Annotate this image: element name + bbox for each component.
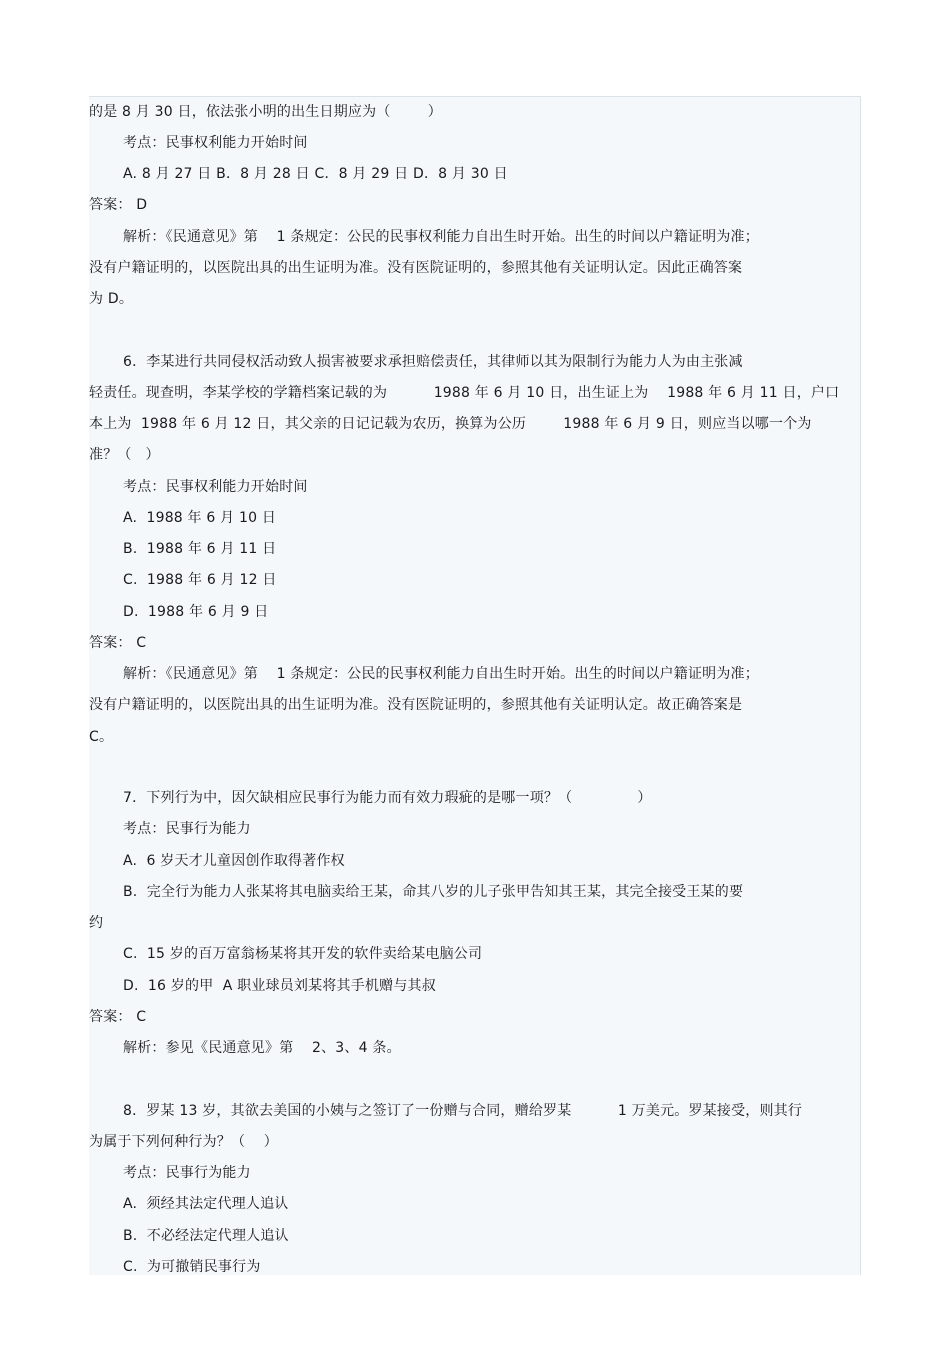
text-line: 为 D。 (89, 291, 134, 307)
option-line: C. 1988 年 6 月 12 日 (123, 572, 277, 588)
option-line: B. 1988 年 6 月 11 日 (123, 541, 277, 557)
text-line: 考点：民事行为能力 (123, 821, 251, 837)
text-line: 解析：《民通意见》第 1 条规定：公民的民事权利能力自出生时开始。出生的时间以户籍证明为准； (123, 666, 759, 682)
option-line: A. 1988 年 6 月 10 日 (123, 510, 277, 526)
text-line: 解析：《民通意见》第 1 条规定：公民的民事权利能力自出生时开始。出生的时间以户籍证明为准； (123, 229, 759, 245)
answer-line: 答案： C (89, 1009, 147, 1025)
text-line: 为属于下列何种行为？（ ） (89, 1134, 278, 1150)
answer-line: 答案： C (89, 635, 147, 651)
option-line: A. 须经其法定代理人追认 (123, 1196, 289, 1212)
question-title: 6．李某进行共同侵权活动致人损害被要求承担赔偿责任，其律师以其为限制行为能力人为由主张减 (123, 354, 743, 370)
text-line: 准？（ ） (89, 447, 160, 463)
option-line: B. 不必经法定代理人追认 (123, 1228, 289, 1244)
question-title: 7．下列行为中，因欠缺相应民事行为能力而有效力瑕疵的是哪一项？（ ） (123, 790, 652, 806)
option-line: A. 6 岁天才儿童因创作取得著作权 (123, 853, 345, 869)
option-line: D. 1988 年 6 月 9 日 (123, 604, 269, 620)
text-line: 轻责任。现查明，李某学校的学籍档案记载的为 1988 年 6 月 10 日，出生证上为 1988 年 6 月 11 日，户口 (89, 385, 840, 401)
option-line: B. 完全行为能力人张某将其电脑卖给王某，命其八岁的儿子张甲告知其王某，其完全接受王某的要 (123, 884, 744, 900)
text-line: 考点：民事权利能力开始时间 (123, 479, 308, 495)
question-title: 8．罗某 13 岁，其欲去美国的小姨与之签订了一份赠与合同，赠给罗某 1 万美元。罗某接受，则其行 (123, 1103, 803, 1119)
text-line: 的是 8 月 30 日，依法张小明的出生日期应为（ ） (89, 104, 442, 120)
text-line: 本上为 1988 年 6 月 12 日，其父亲的日记记载为农历，换算为公历 1988 年 6 月 9 日，则应当以哪一个为 (89, 416, 812, 432)
option-line: C. 为可撤销民事行为 (123, 1259, 261, 1275)
option-line: D. 16 岁的甲 A 职业球员刘某将其手机赠与其叔 (123, 978, 436, 994)
text-line: C。 (89, 729, 114, 745)
text-line: A. 8 月 27 日 B．8 月 28 日 C．8 月 29 日 D．8 月 30 日 (123, 166, 508, 182)
text-line: 约 (89, 915, 104, 931)
answer-line: 答案： D (89, 197, 148, 213)
text-line: 考点：民事行为能力 (123, 1165, 251, 1181)
text-line: 考点：民事权利能力开始时间 (123, 135, 308, 151)
text-line: 没有户籍证明的，以医院出具的出生证明为准。没有医院证明的，参照其他有关证明认定。因此正确答案 (89, 260, 743, 276)
text-line: 解析：参见《民通意见》第 2、3、4 条。 (123, 1040, 401, 1056)
option-line: C. 15 岁的百万富翁杨某将其开发的软件卖给某电脑公司 (123, 946, 483, 962)
text-line: 没有户籍证明的，以医院出具的出生证明为准。没有医院证明的，参照其他有关证明认定。故正确答案是 (89, 697, 743, 713)
